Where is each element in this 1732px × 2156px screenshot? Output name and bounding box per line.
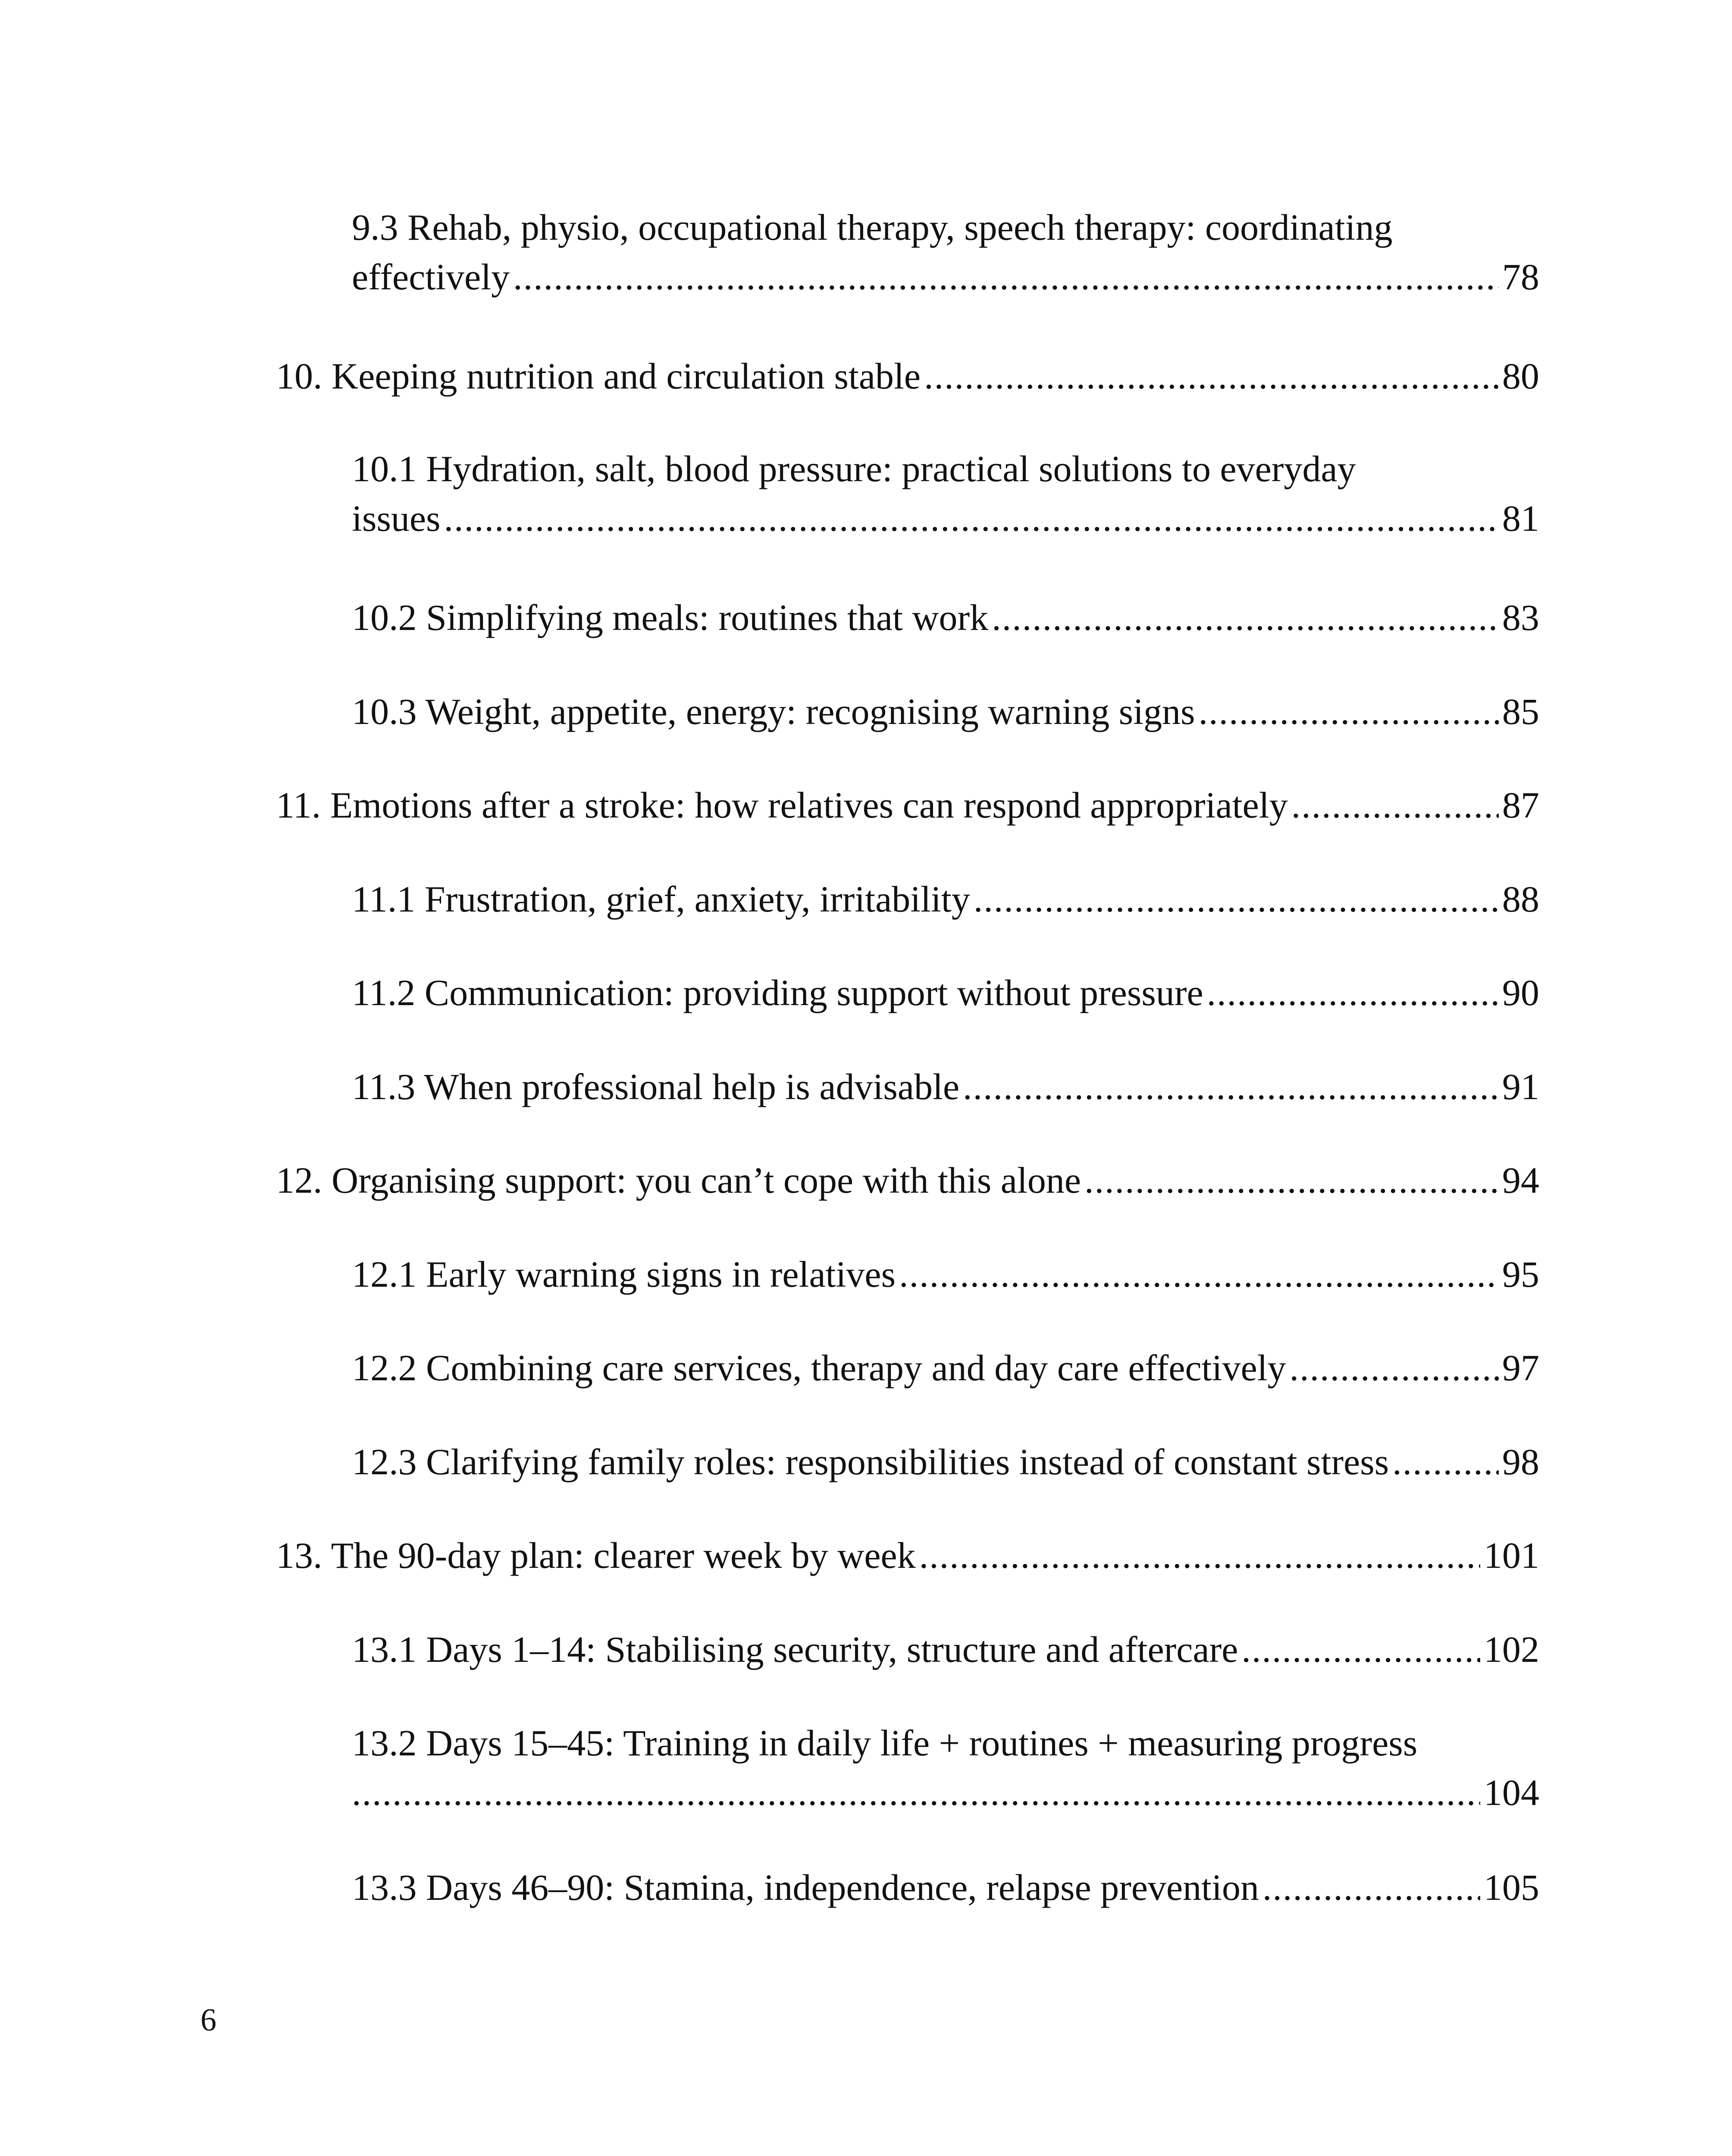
toc-entry-10-1[interactable] bbox=[352, 444, 1539, 543]
toc-entry-9-3[interactable] bbox=[352, 203, 1539, 302]
page-number: 6 bbox=[200, 2002, 216, 2038]
dot-leader bbox=[444, 494, 1499, 543]
toc-entry-title: 12.1 Early warning signs in relatives bbox=[352, 1253, 896, 1295]
toc-entry-title: 12. Organising support: you can’t cope with this alone bbox=[276, 1159, 1081, 1201]
toc-entry-title: 10. Keeping nutrition and circulation stable bbox=[276, 355, 921, 397]
toc-entry-title: 11.2 Communication: providing support without pressure bbox=[352, 972, 1203, 1013]
toc-page-number: 102 bbox=[1484, 1629, 1539, 1670]
toc-entry-title-line2 bbox=[352, 494, 1539, 543]
toc-page-number: 105 bbox=[1484, 1867, 1539, 1908]
toc-entry-title-line1 bbox=[352, 203, 1539, 252]
toc-entry-title-continued: effectively bbox=[352, 256, 510, 298]
toc-entry-10-2[interactable] bbox=[352, 593, 1539, 642]
toc-entry-title: 10.3 Weight, appetite, energy: recognising warning signs bbox=[352, 691, 1195, 732]
toc-entry-13-1[interactable] bbox=[352, 1625, 1539, 1674]
dot-leader bbox=[1199, 687, 1499, 736]
toc-page-number: 87 bbox=[1502, 784, 1539, 826]
toc-entry-12-2[interactable] bbox=[352, 1343, 1539, 1393]
toc-entry-12[interactable] bbox=[276, 1156, 1539, 1205]
dot-leader bbox=[1291, 780, 1499, 830]
dot-leader bbox=[352, 1768, 1480, 1818]
toc-page-number: 97 bbox=[1502, 1347, 1539, 1388]
toc-entry-title-line2 bbox=[352, 252, 1539, 302]
toc-page-number: 78 bbox=[1502, 256, 1539, 298]
toc-page-number: 83 bbox=[1502, 597, 1539, 638]
toc-entry-11[interactable] bbox=[276, 780, 1539, 830]
toc-entry-13-2[interactable] bbox=[352, 1718, 1539, 1818]
dot-leader bbox=[1392, 1437, 1499, 1487]
dot-leader bbox=[963, 1062, 1499, 1112]
dot-leader bbox=[1241, 1625, 1480, 1674]
dot-leader bbox=[1084, 1156, 1499, 1205]
toc-page-number: 81 bbox=[1502, 498, 1539, 539]
toc-entry-11-3[interactable] bbox=[352, 1062, 1539, 1112]
toc-entry-title: 13.3 Days 46–90: Stamina, independence, relapse prevention bbox=[352, 1867, 1259, 1908]
toc-entry-title: 12.3 Clarifying family roles: responsibilities instead of constant stress bbox=[352, 1441, 1389, 1482]
dot-leader bbox=[919, 1531, 1480, 1580]
toc-page-number: 91 bbox=[1502, 1066, 1539, 1107]
toc-entry-title: 13.2 Days 15–45: Training in daily life + routines + measuring progress bbox=[352, 1722, 1418, 1764]
toc-page-number: 85 bbox=[1502, 691, 1539, 732]
toc-entry-10-3[interactable] bbox=[352, 687, 1539, 736]
dot-leader bbox=[1290, 1343, 1499, 1393]
dot-leader bbox=[513, 252, 1499, 302]
dot-leader bbox=[974, 874, 1499, 924]
toc-entry-11-2[interactable] bbox=[352, 968, 1539, 1018]
toc-entry-title: 13. The 90-day plan: clearer week by week bbox=[276, 1535, 916, 1576]
dot-leader bbox=[1262, 1863, 1480, 1912]
toc-entry-title-line1 bbox=[352, 1718, 1539, 1768]
toc-entry-11-1[interactable] bbox=[352, 874, 1539, 924]
toc-entry-13-3[interactable] bbox=[352, 1863, 1539, 1912]
toc-page-number: 90 bbox=[1502, 972, 1539, 1013]
toc-page-number: 104 bbox=[1484, 1772, 1539, 1813]
toc-entry-13[interactable] bbox=[276, 1531, 1539, 1580]
toc-entry-title: 10.1 Hydration, salt, blood pressure: practical solutions to everyday bbox=[352, 448, 1356, 489]
dot-leader bbox=[1207, 968, 1499, 1018]
toc-entry-12-1[interactable] bbox=[352, 1250, 1539, 1299]
toc-page-number: 98 bbox=[1502, 1441, 1539, 1482]
toc-entry-title: 9.3 Rehab, physio, occupational therapy, speech therapy: coordinating bbox=[352, 207, 1393, 248]
toc-page-number: 80 bbox=[1502, 355, 1539, 397]
toc-entry-title: 10.2 Simplifying meals: routines that work bbox=[352, 597, 989, 638]
toc-page-number: 101 bbox=[1484, 1535, 1539, 1576]
toc-page-number: 95 bbox=[1502, 1253, 1539, 1295]
toc-page-number: 94 bbox=[1502, 1159, 1539, 1201]
toc-entry-title-line1 bbox=[352, 444, 1539, 494]
toc-entry-title-line2 bbox=[352, 1768, 1539, 1818]
toc-entry-title: 11. Emotions after a stroke: how relatives can respond appropriately bbox=[276, 784, 1288, 826]
toc-page-number: 88 bbox=[1502, 878, 1539, 920]
dot-leader bbox=[924, 351, 1499, 401]
toc-entry-title: 11.3 When professional help is advisable bbox=[352, 1066, 960, 1107]
toc-entry-title: 13.1 Days 1–14: Stabilising security, structure and aftercare bbox=[352, 1629, 1238, 1670]
toc-entry-12-3[interactable] bbox=[352, 1437, 1539, 1487]
toc-entry-title: 11.1 Frustration, grief, anxiety, irritability bbox=[352, 878, 970, 920]
dot-leader bbox=[992, 593, 1499, 642]
toc-entry-10[interactable] bbox=[276, 351, 1539, 401]
dot-leader bbox=[899, 1250, 1499, 1299]
toc-entry-title: 12.2 Combining care services, therapy and day care effectively bbox=[352, 1347, 1286, 1388]
toc-entry-title-continued: issues bbox=[352, 498, 441, 539]
